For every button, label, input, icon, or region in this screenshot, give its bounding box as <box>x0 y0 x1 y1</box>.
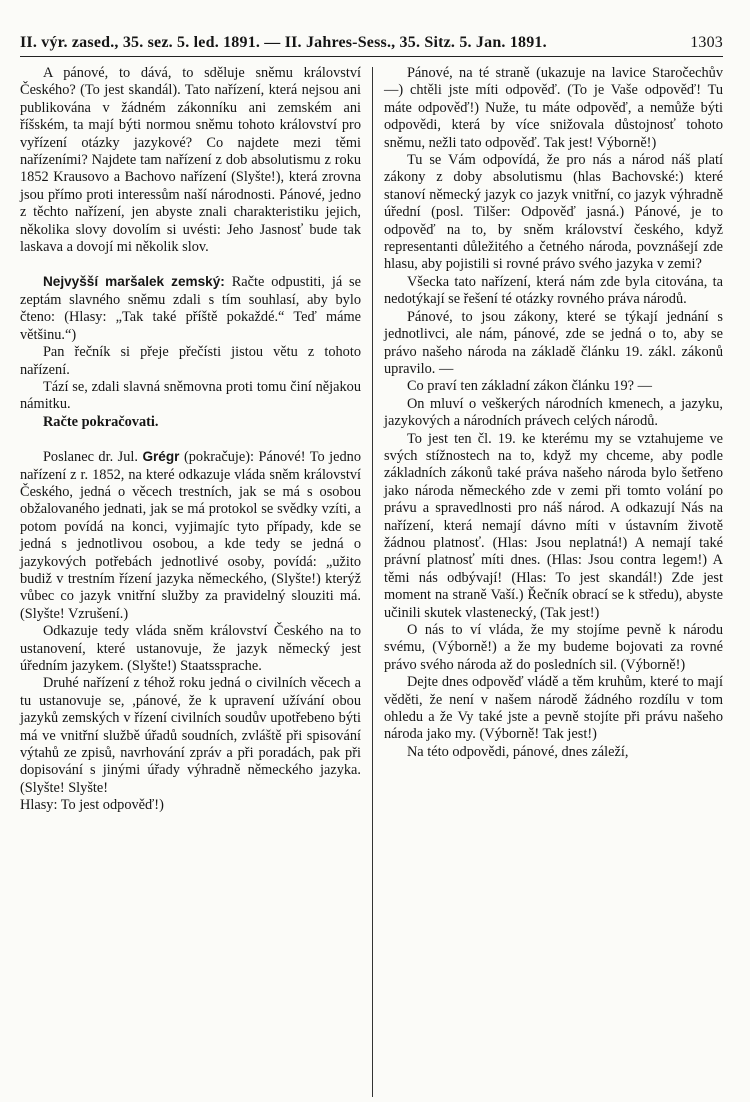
speaker-name: Nejvyšší maršalek zemský: <box>42 274 225 290</box>
right-column <box>384 65 723 1097</box>
column-divider <box>372 67 373 1097</box>
speaker-paragraph <box>20 448 361 623</box>
speaker-name: Grégr <box>142 449 180 465</box>
paragraph-text: Račte odpustiti, já se zeptám slavného sněmu zdali s tím souhlasí, aby bylo čteno: (Hlasy: „Tak také příště pokaždé.“ Teď máme většinu.“) <box>20 274 361 343</box>
paragraph: Hlasy: To jest odpověď!) <box>20 797 164 814</box>
speaker-paragraph <box>20 273 361 344</box>
paragraph: O nás to ví vláda, že my stojíme pevně k národu svému, (Výborně!) a že my budeme bojovati za rovné právo svého národa až do posledních sil. (Výborně!) <box>384 622 723 673</box>
paragraph: Co praví ten základní zákon článku 19? — <box>406 378 652 395</box>
header-title: II. výr. zased., 35. sez. 5. led. 1891. — II. Jahres-Sess., 35. Sitz. 5. Jan. 1891. <box>20 34 547 51</box>
paragraph: Pan řečník si přeje přečísti jistou větu z tohoto nařízení. <box>20 344 361 378</box>
paragraph: Odkazuje tedy vláda sněm království Českého na to ustanovení, které ustanovuje, že jazyk německý jest úředním jazykem. (Slyšte!) Staatssprache. <box>20 623 361 674</box>
paragraph: To jest ten čl. 19. ke kterému my se vztahujeme ve svých stížnostech na to, když my chceme, aby podle základních zákonů také práva našeho národa bylo šetřeno jako národa německého zde v zemi při tomto volání po právu a spravedlnosti pro náš národ. A odkazují Nás na nařízení, která nemají dávno míti v ústavním životě žádnou platnosť. (Hlas: Jsou neplatná!) A nemají také právní platnosť míti dnes. (Hlas: Jsou contra legem!) A těmi nás odbývají! (Hlas: To jest skandál!) Zde jest moment na straně Vaší.) Řečník obrací se k středu), abyste učinili skutek vlastenecký, (Tak jest!) <box>384 430 723 621</box>
paragraph: A pánové, to dává, to sděluje sněmu království Českého? (To jest skandál). Tato nařízení, která nejsou ani publikována v žádném zákonníku ani zemském ani říšském, ta mají býti normou sněmu tohoto království pro vyřízení otázky jazykové? Co najdete mezi těmi nařízeními? Najdete tam nařízení z dob absolutismu z roku 1852 Krausovo a Bachovo nařízení (Slyšte!), která zrovna jsou přímo proti interessům naší národnosti. Pánové, jedno z těchto nařízení, jen abyste znali charakteristiku jejich, několika slovy dovolím si uvésti: Jeho Jasnosť bude tak laskava a dovojí mi několik slov. <box>20 65 361 256</box>
left-column <box>20 65 361 1097</box>
paragraph: Na této odpovědi, pánové, dnes záleží, <box>406 743 629 760</box>
speaker-prefix: Poslanec dr. Jul. <box>42 449 138 466</box>
paragraph: Druhé nařízení z téhož roku jedná o civilních věcech a tu ustanovuje se, ,pánové, že k upravení užívání obou jazyků zemských v řízení civilních soudův upotřebeno býti má ve vnitřní službě úřadů soudních, zvláště při spisování výtahů ze zpisů, navrhování zpráv a při poradách, pak při dopisování s jinými úřady výhradně německého jazyka. (Slyšte! Slyšte! <box>20 675 361 796</box>
page-header <box>20 34 723 57</box>
two-column-body <box>20 65 723 1097</box>
paragraph: Pánové, na té straně (ukazuje na lavice Staročechův —) chtěli jste míti odpověď. (To je Vaše odpověď! Tu máte odpověď!) Nuže, tu máte odpověď, a nemůže býti odpovědi, která by více snižovala důstojnosť tohoto sněmu, nežli tato odpověď. Tak jest! Výborně!) <box>384 65 723 151</box>
paragraph: On mluví o veškerých národních kmenech, a jazyku, jazykových a národních právech celých národů. <box>384 395 723 430</box>
page-number: 1303 <box>690 34 723 51</box>
paragraph: Tází se, zdali slavná sněmovna proti tomu činí nějakou námitku. <box>20 378 361 413</box>
paragraph: Tu se Vám odpovídá, že pro nás a národ náš platí zákony z doby absolutismu (hlas Bachovské:) které stanoví německý jazyk co jazyk vnitřní, co jazyk výhradně úřední (posl. Tilšer: Odpověď jasná.) Pánové, je to odpověď na to, by sněm království českého, když representanti důležitého a četného národa, povznášejí zde hlasu, aby pojistili si rovné právo svého jazyka v zemi? <box>384 152 723 273</box>
speaker-suffix: (pokračuje): <box>183 449 255 466</box>
paragraph: Pánové, to jsou zákony, které se týkají jednání s jednotlivci, ale nám, pánové, zde se jedná o to, aby se právo našeho národa na základě článku 19. zákl. zákonů upravilo. — <box>384 308 723 377</box>
paragraph: Račte pokračovati. <box>42 413 159 430</box>
paragraph-text: Pánové! To jedno nařízení z r. 1852, na které odkazuje vláda sněm království Českého, jedná o věcech trestních, jak se má s osobou obžalovaného jednati, jak se má protokol se svědky vzíti, a potom povídá na konci, vyjimajíc tyto případy, kde se jedná s jednotlivou osobou, a kde tedy se jedná o jazykových potřebách jednotlivé osoby, povídá: „užito budiž v trestním řízení jazyka německého, (Slyšte!) kterýž vůbec co jazyk vnitřní služby za pravidelný slouziti má. (Slyšte! Vzrušení.) <box>20 449 362 622</box>
paragraph: Všecka tato nařízení, která nám zde byla citována, ta nedotýkají se řešení té otázky rovného práva národů. <box>384 273 723 308</box>
paragraph: Dejte dnes odpověď vládě a těm kruhům, které to mají věděti, že není v našem národě žádného rozdílu v tom ohledu a že Vy také jste a pevně stojíte při právu našeho národa jako my. (Výborně! Tak jest!) <box>384 674 723 743</box>
